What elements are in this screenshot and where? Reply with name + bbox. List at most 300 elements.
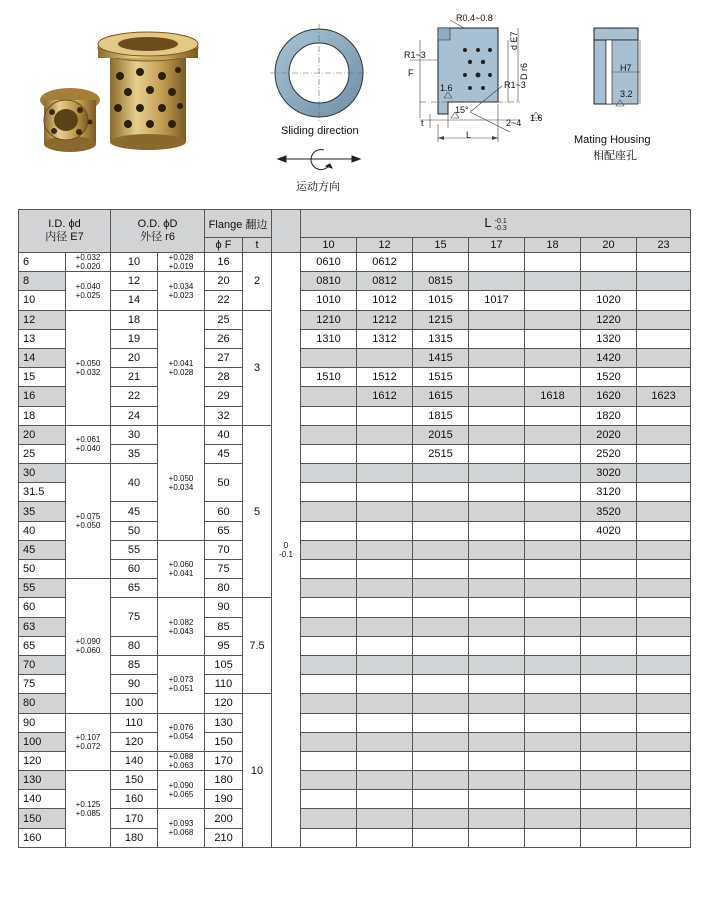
- cell-id-tolerance: +0.075 +0.050: [66, 464, 111, 579]
- cell-od: 170: [111, 809, 158, 828]
- cell-part-code: [581, 732, 637, 751]
- cell-part-code: [301, 560, 357, 579]
- header-length-23: 23: [637, 238, 691, 253]
- cell-part-code: [637, 464, 691, 483]
- cell-part-code: [357, 636, 413, 655]
- cell-thickness: 5: [243, 425, 272, 598]
- cell-part-code: [357, 502, 413, 521]
- cell-od: 90: [111, 675, 158, 694]
- cell-part-code: 1415: [413, 348, 469, 367]
- cell-id-tolerance: +0.032 +0.020: [66, 253, 111, 272]
- cell-part-code: [301, 732, 357, 751]
- cell-flange-diameter: 16: [205, 253, 243, 272]
- cell-part-code: [357, 732, 413, 751]
- table-row: [19, 291, 691, 310]
- cell-id-tolerance: +0.050 +0.032: [66, 310, 111, 425]
- cell-flange-diameter: 65: [205, 521, 243, 540]
- cell-part-code: [581, 272, 637, 291]
- cell-od: 100: [111, 694, 158, 713]
- cell-part-code: 1312: [357, 329, 413, 348]
- cell-part-code: [469, 310, 525, 329]
- table-row: [19, 464, 691, 483]
- cell-id: 20: [19, 425, 66, 444]
- cell-od: 21: [111, 368, 158, 387]
- cell-part-code: [637, 617, 691, 636]
- table-row: [19, 444, 691, 463]
- cell-flange-diameter: 190: [205, 790, 243, 809]
- mating-housing-label-cn: 相配座孔: [593, 150, 637, 162]
- cell-part-code: [413, 521, 469, 540]
- header-length-18: 18: [525, 238, 581, 253]
- cell-part-code: [301, 694, 357, 713]
- header-length-10: 10: [301, 238, 357, 253]
- cell-part-code: [581, 771, 637, 790]
- cell-part-code: [357, 579, 413, 598]
- cell-od: 18: [111, 310, 158, 329]
- cell-part-code: [357, 655, 413, 674]
- cell-part-code: [301, 751, 357, 770]
- cell-part-code: [301, 579, 357, 598]
- cell-part-code: [413, 751, 469, 770]
- cell-flange-diameter: 105: [205, 655, 243, 674]
- cell-part-code: [525, 751, 581, 770]
- cell-part-code: [637, 771, 691, 790]
- cell-part-code: [581, 540, 637, 559]
- cell-id: 60: [19, 598, 66, 617]
- cell-part-code: [301, 502, 357, 521]
- cell-part-code: [413, 464, 469, 483]
- table-row: [19, 253, 691, 272]
- cell-thickness: 10: [243, 694, 272, 848]
- cell-part-code: 1820: [581, 406, 637, 425]
- cell-part-code: 1012: [357, 291, 413, 310]
- cell-part-code: [637, 675, 691, 694]
- cell-od-tolerance: +0.041 +0.028: [158, 310, 205, 425]
- cell-flange-diameter: 210: [205, 828, 243, 847]
- cell-part-code: [637, 368, 691, 387]
- cell-part-code: [525, 655, 581, 674]
- technical-drawings: [0, 0, 710, 205]
- cell-od: 22: [111, 387, 158, 406]
- cell-thickness-tolerance: 0 -0.1: [272, 253, 301, 848]
- cell-part-code: [301, 790, 357, 809]
- cell-flange-diameter: 90: [205, 598, 243, 617]
- header-length-15: 15: [413, 238, 469, 253]
- cell-part-code: [357, 483, 413, 502]
- cell-part-code: 1618: [525, 387, 581, 406]
- cell-flange-diameter: 40: [205, 425, 243, 444]
- cell-part-code: [581, 636, 637, 655]
- cell-part-code: 1017: [469, 291, 525, 310]
- cell-id: 8: [19, 272, 66, 291]
- cell-part-code: [637, 751, 691, 770]
- cell-part-code: [357, 425, 413, 444]
- table-row: [19, 694, 691, 713]
- cell-part-code: [469, 368, 525, 387]
- cell-part-code: [637, 732, 691, 751]
- bushing-spec-table: [18, 209, 691, 848]
- cell-part-code: [469, 675, 525, 694]
- table-row: [19, 425, 691, 444]
- cell-part-code: [469, 253, 525, 272]
- cell-part-code: [581, 617, 637, 636]
- cell-id: 80: [19, 694, 66, 713]
- cell-flange-diameter: 80: [205, 579, 243, 598]
- cell-od: 60: [111, 560, 158, 579]
- cell-part-code: 3020: [581, 464, 637, 483]
- table-row: [19, 790, 691, 809]
- cell-part-code: [525, 272, 581, 291]
- cell-part-code: [469, 425, 525, 444]
- cell-part-code: [525, 694, 581, 713]
- cell-part-code: [301, 809, 357, 828]
- cell-part-code: [525, 617, 581, 636]
- cell-part-code: [637, 598, 691, 617]
- cell-flange-diameter: 45: [205, 444, 243, 463]
- cell-part-code: [525, 368, 581, 387]
- cell-flange-diameter: 75: [205, 560, 243, 579]
- cell-part-code: [413, 771, 469, 790]
- cell-part-code: [637, 655, 691, 674]
- cell-part-code: [525, 464, 581, 483]
- cell-flange-diameter: 170: [205, 751, 243, 770]
- cell-part-code: [469, 348, 525, 367]
- cell-part-code: 2020: [581, 425, 637, 444]
- cell-thickness: 2: [243, 253, 272, 311]
- cell-part-code: [413, 809, 469, 828]
- cell-part-code: 0812: [357, 272, 413, 291]
- cell-part-code: 1215: [413, 310, 469, 329]
- cell-part-code: [637, 483, 691, 502]
- table-row: [19, 598, 691, 617]
- cell-part-code: [357, 406, 413, 425]
- cell-od: 45: [111, 502, 158, 521]
- table-row: [19, 348, 691, 367]
- cell-part-code: [469, 809, 525, 828]
- cell-od-tolerance: +0.076 +0.054: [158, 713, 205, 751]
- cell-part-code: [413, 560, 469, 579]
- cell-part-code: 1815: [413, 406, 469, 425]
- cell-part-code: [637, 425, 691, 444]
- cell-part-code: 0612: [357, 253, 413, 272]
- cell-part-code: [301, 540, 357, 559]
- cell-id: 160: [19, 828, 66, 847]
- cell-id: 50: [19, 560, 66, 579]
- cell-part-code: [357, 790, 413, 809]
- cell-od-tolerance: +0.050 +0.034: [158, 425, 205, 540]
- cell-od: 140: [111, 751, 158, 770]
- cell-od: 35: [111, 444, 158, 463]
- cell-id: 130: [19, 771, 66, 790]
- header-length-17: 17: [469, 238, 525, 253]
- cell-part-code: [469, 598, 525, 617]
- cell-od: 20: [111, 348, 158, 367]
- cell-id: 12: [19, 310, 66, 329]
- cell-id: 65: [19, 636, 66, 655]
- cell-part-code: [301, 771, 357, 790]
- cell-part-code: [637, 713, 691, 732]
- cell-part-code: [413, 617, 469, 636]
- header-od: O.D. ϕD 外径 r6: [111, 210, 205, 253]
- cell-flange-diameter: 25: [205, 310, 243, 329]
- cell-part-code: 1310: [301, 329, 357, 348]
- cell-part-code: [525, 521, 581, 540]
- cell-od-tolerance: +0.060 +0.041: [158, 540, 205, 598]
- cell-id: 14: [19, 348, 66, 367]
- cell-part-code: [637, 540, 691, 559]
- cell-part-code: [581, 828, 637, 847]
- dim-h7: H7: [620, 63, 632, 73]
- cell-part-code: [301, 521, 357, 540]
- cell-od-tolerance: +0.088 +0.063: [158, 751, 205, 770]
- sliding-direction-label: Sliding direction: [281, 125, 359, 137]
- cell-part-code: [525, 675, 581, 694]
- cell-part-code: [413, 598, 469, 617]
- cell-part-code: [581, 560, 637, 579]
- cell-part-code: [469, 540, 525, 559]
- mating-housing-drawing: [594, 28, 640, 106]
- cell-part-code: 2520: [581, 444, 637, 463]
- table-row: [19, 406, 691, 425]
- cell-flange-diameter: 20: [205, 272, 243, 291]
- cell-part-code: [357, 464, 413, 483]
- cell-part-code: [469, 387, 525, 406]
- cell-part-code: [525, 732, 581, 751]
- table-row: [19, 732, 691, 751]
- cell-part-code: [637, 560, 691, 579]
- table-row: [19, 329, 691, 348]
- cell-id-tolerance: +0.107 +0.072: [66, 713, 111, 771]
- cell-part-code: 1020: [581, 291, 637, 310]
- cell-part-code: [637, 348, 691, 367]
- small-bushing-photo: [40, 88, 100, 152]
- cell-part-code: [637, 636, 691, 655]
- cell-part-code: [357, 675, 413, 694]
- cell-flange-diameter: 150: [205, 732, 243, 751]
- table-row: [19, 751, 691, 770]
- cell-part-code: [581, 598, 637, 617]
- cell-flange-diameter: 22: [205, 291, 243, 310]
- header-flange: Flange 翻边: [205, 210, 272, 238]
- cell-flange-diameter: 70: [205, 540, 243, 559]
- cell-part-code: [301, 425, 357, 444]
- cell-part-code: [301, 348, 357, 367]
- cell-part-code: [357, 771, 413, 790]
- cell-part-code: [357, 694, 413, 713]
- cell-od: 12: [111, 272, 158, 291]
- cell-part-code: [469, 483, 525, 502]
- cell-part-code: [637, 329, 691, 348]
- flanged-bushing-photo: [98, 32, 198, 150]
- cell-id-tolerance: +0.040 +0.025: [66, 272, 111, 310]
- header-illustrations: [0, 0, 710, 205]
- cell-part-code: [357, 809, 413, 828]
- cell-part-code: [357, 540, 413, 559]
- cell-part-code: [413, 540, 469, 559]
- cell-part-code: [301, 406, 357, 425]
- cell-flange-diameter: 32: [205, 406, 243, 425]
- cell-od: 75: [111, 598, 158, 636]
- table-row: [19, 771, 691, 790]
- cell-flange-diameter: 28: [205, 368, 243, 387]
- cell-part-code: [637, 444, 691, 463]
- cell-part-code: 1212: [357, 310, 413, 329]
- cell-part-code: [413, 713, 469, 732]
- cell-id: 90: [19, 713, 66, 732]
- cell-part-code: [301, 617, 357, 636]
- dim-dr6: D r6: [519, 62, 529, 80]
- cell-part-code: [413, 675, 469, 694]
- cell-part-code: [525, 771, 581, 790]
- cell-od: 10: [111, 253, 158, 272]
- cell-part-code: [637, 809, 691, 828]
- cell-id-tolerance: +0.090 +0.060: [66, 579, 111, 713]
- cell-part-code: 1620: [581, 387, 637, 406]
- cell-flange-diameter: 29: [205, 387, 243, 406]
- cell-part-code: [469, 655, 525, 674]
- cell-od: 19: [111, 329, 158, 348]
- cell-part-code: 3520: [581, 502, 637, 521]
- cell-part-code: [301, 828, 357, 847]
- cell-id: 30: [19, 464, 66, 483]
- cell-part-code: [357, 828, 413, 847]
- table-row: [19, 636, 691, 655]
- cell-part-code: [637, 291, 691, 310]
- cell-part-code: [525, 329, 581, 348]
- cell-part-code: 2015: [413, 425, 469, 444]
- cell-part-code: [637, 406, 691, 425]
- cell-id: 140: [19, 790, 66, 809]
- cell-part-code: [525, 425, 581, 444]
- cell-od: 24: [111, 406, 158, 425]
- cell-part-code: 1612: [357, 387, 413, 406]
- dim-r-top: R0.4~0.8: [456, 13, 493, 23]
- cell-part-code: [525, 636, 581, 655]
- cell-part-code: [525, 291, 581, 310]
- cell-part-code: [357, 751, 413, 770]
- cell-part-code: [525, 598, 581, 617]
- dim-chamfer: 2~4: [506, 118, 522, 128]
- cell-od: 80: [111, 636, 158, 655]
- cell-part-code: [581, 713, 637, 732]
- cell-id: 150: [19, 809, 66, 828]
- cell-flange-diameter: 130: [205, 713, 243, 732]
- cell-part-code: [525, 406, 581, 425]
- cell-part-code: [525, 348, 581, 367]
- cell-part-code: [301, 636, 357, 655]
- cell-part-code: [469, 406, 525, 425]
- cell-od: 180: [111, 828, 158, 847]
- cell-part-code: [413, 828, 469, 847]
- cell-part-code: 0610: [301, 253, 357, 272]
- cell-id: 75: [19, 675, 66, 694]
- cell-part-code: [469, 521, 525, 540]
- cell-part-code: [469, 828, 525, 847]
- cell-part-code: [525, 713, 581, 732]
- dim-rough-3: 3.2: [620, 89, 633, 99]
- cell-thickness: 7.5: [243, 598, 272, 694]
- cell-part-code: 1623: [637, 387, 691, 406]
- cell-part-code: [525, 253, 581, 272]
- cell-part-code: 4020: [581, 521, 637, 540]
- cell-part-code: [581, 809, 637, 828]
- cell-od: 160: [111, 790, 158, 809]
- cell-part-code: [637, 310, 691, 329]
- cell-flange-diameter: 95: [205, 636, 243, 655]
- cell-part-code: [581, 579, 637, 598]
- cell-part-code: [637, 828, 691, 847]
- cell-part-code: [525, 483, 581, 502]
- cell-id: 35: [19, 502, 66, 521]
- cell-part-code: [469, 636, 525, 655]
- cell-part-code: [413, 790, 469, 809]
- cell-part-code: 2515: [413, 444, 469, 463]
- header-length: L -0.1 -0.3: [301, 210, 691, 238]
- cell-od-tolerance: +0.082 +0.043: [158, 598, 205, 656]
- cell-od: 40: [111, 464, 158, 502]
- cell-part-code: [413, 636, 469, 655]
- ring-end-view: [270, 24, 368, 122]
- cell-part-code: 0810: [301, 272, 357, 291]
- cell-part-code: [413, 655, 469, 674]
- cell-part-code: 1320: [581, 329, 637, 348]
- table-row: [19, 368, 691, 387]
- cell-part-code: [525, 310, 581, 329]
- cell-flange-diameter: 180: [205, 771, 243, 790]
- table-row: [19, 502, 691, 521]
- table-row: [19, 540, 691, 559]
- cell-part-code: [525, 540, 581, 559]
- cell-flange-diameter: 60: [205, 502, 243, 521]
- cell-part-code: [413, 483, 469, 502]
- cell-od-tolerance: +0.073 +0.051: [158, 655, 205, 713]
- cell-part-code: 1210: [301, 310, 357, 329]
- cell-od: 65: [111, 579, 158, 598]
- cell-part-code: [301, 713, 357, 732]
- mating-housing-label: Mating Housing: [574, 134, 651, 146]
- cell-part-code: [357, 560, 413, 579]
- dim-rough-1: 1.6: [440, 83, 453, 93]
- cell-part-code: [469, 694, 525, 713]
- cell-flange-diameter: 110: [205, 675, 243, 694]
- cell-part-code: [525, 502, 581, 521]
- cell-part-code: [413, 253, 469, 272]
- cell-id: 16: [19, 387, 66, 406]
- cell-id-tolerance: +0.061 +0.040: [66, 425, 111, 463]
- cell-id: 70: [19, 655, 66, 674]
- cell-flange-diameter: 50: [205, 464, 243, 502]
- cell-part-code: 1512: [357, 368, 413, 387]
- cell-part-code: [525, 809, 581, 828]
- cell-part-code: [301, 598, 357, 617]
- cell-part-code: [469, 464, 525, 483]
- cell-part-code: [581, 253, 637, 272]
- cell-od: 85: [111, 655, 158, 674]
- cell-part-code: [525, 790, 581, 809]
- cell-part-code: [357, 348, 413, 367]
- cell-flange-diameter: 27: [205, 348, 243, 367]
- cell-od: 110: [111, 713, 158, 732]
- table-row: [19, 310, 691, 329]
- cell-part-code: 1010: [301, 291, 357, 310]
- cell-id: 31.5: [19, 483, 66, 502]
- table-row: [19, 828, 691, 847]
- cell-od: 14: [111, 291, 158, 310]
- cell-id: 25: [19, 444, 66, 463]
- cell-part-code: [637, 502, 691, 521]
- cell-part-code: [301, 655, 357, 674]
- cell-od: 50: [111, 521, 158, 540]
